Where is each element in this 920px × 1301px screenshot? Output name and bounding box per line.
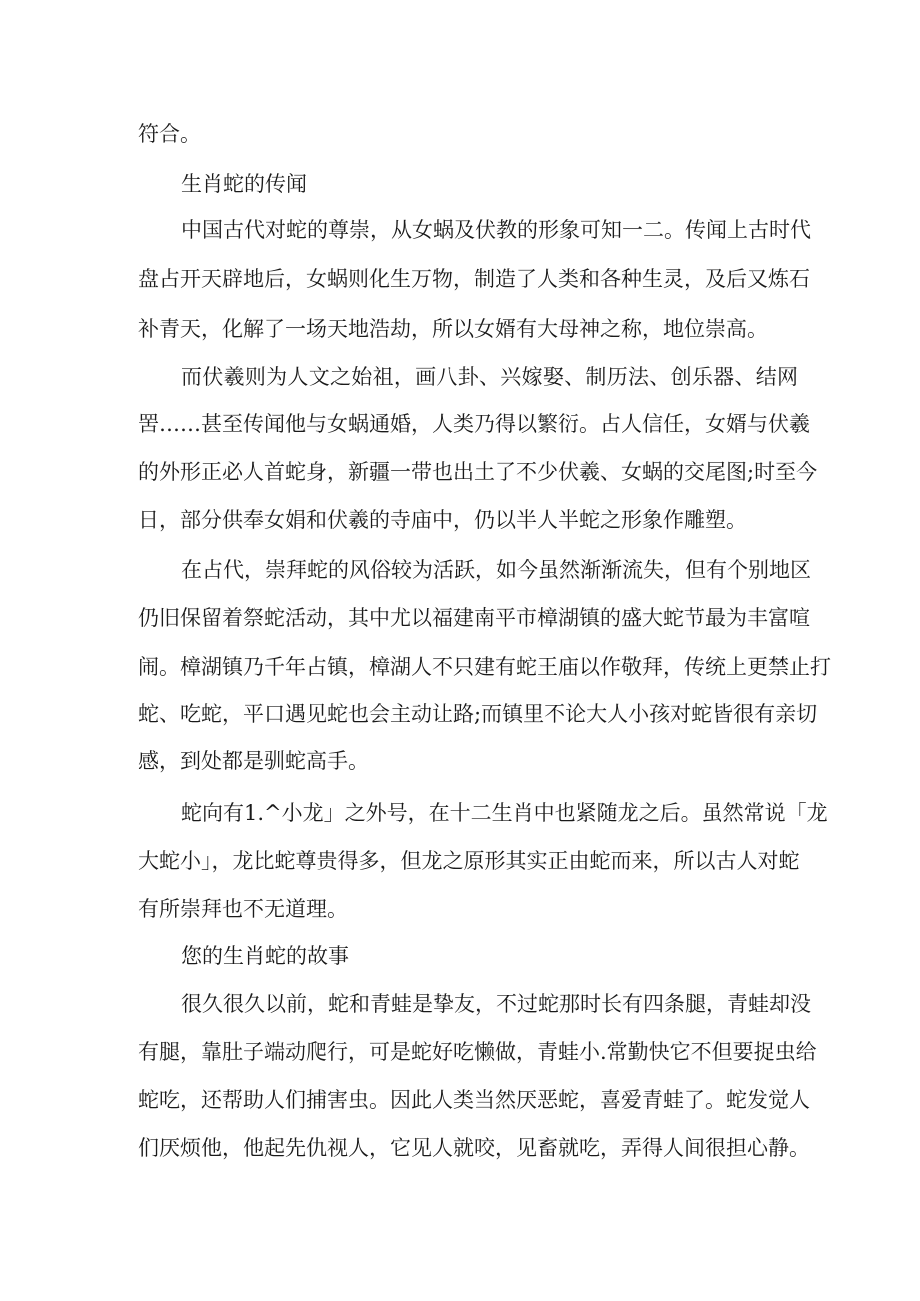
text-line: 大蛇小」，龙比蛇尊贵得多，但龙之原形其实正由蛇而来，所以古人对蛇 [138, 849, 800, 873]
text-line: 们厌烦他，他起先仇视人，它见人就咬，见畜就吃，弄得人间很担心静。 [138, 1136, 810, 1160]
text-line: 日，部分供奉女娟和伏羲的寺庙中，仍以半人半蛇之形象作雕塑。 [138, 508, 747, 532]
text-line: 闹。樟湖镇乃千年占镇，樟湖人不只建有蛇王庙以作敬拜，传统上更禁止打 [138, 655, 831, 679]
text-line: 感，到处都是驯蛇高手。 [138, 749, 369, 773]
text-line: 有腿，靠肚子端动爬行，可是蛇好吃懒做，青蛙小.常勤快它不但要捉虫给 [138, 1040, 817, 1064]
text-line: 有所崇拜也不无道理。 [138, 897, 348, 921]
section-heading: 生肖蛇的传闻 [181, 172, 307, 196]
section-heading: 您的生肖蛇的故事 [181, 944, 349, 968]
text-line: 在占代，崇拜蛇的风俗较为活跃，如今虽然渐渐流失，但有个别地区 [181, 558, 811, 582]
text-line: 的外形正必人首蛇身，新疆一带也出土了不少伏羲、女蜗的交尾图;时至今 [138, 460, 818, 484]
text-line: 符合。 [138, 122, 201, 146]
text-line: 蛇、吃蛇，平口遇见蛇也会主动让路;而镇里不论大人小孩对蛇皆很有亲切 [138, 702, 818, 726]
text-line: 而伏羲则为人文之始祖，画八卦、兴嫁娶、制历法、创乐器、结网 [181, 365, 798, 389]
text-line: 很久很久以前，蛇和青蛙是挚友，不过蛇那时长有四条腿，青蛙却没 [181, 992, 811, 1016]
text-line: 蛇吃，还帮助人们捕害虫。因此人类当然厌恶蛇，喜爱青蛙了。蛇发觉人 [138, 1088, 810, 1112]
text-line: 罟……甚至传闻他与女蜗通婚，人类乃得以繁衍。占人信任，女婿与伏羲 [138, 412, 810, 436]
text-line: 中国古代对蛇的尊崇，从女蜗及伏教的形象可知一二。传闻上古时代 [181, 218, 811, 242]
text-line: 补青天，化解了一场天地浩劫，所以女婿有大母神之称，地位崇高。 [138, 317, 768, 341]
text-line: 盘占开天辟地后，女蜗则化生万物，制造了人类和各种生灵，及后又炼石 [138, 267, 810, 291]
text-line: 仍旧保留着祭蛇活动，其中尤以福建南平市樟湖镇的盛大蛇节最为丰富喧 [138, 606, 810, 630]
text-line: 蛇向有1.^小龙」之外号，在十二生肖中也紧随龙之后。虽然常说「龙 [181, 801, 828, 825]
